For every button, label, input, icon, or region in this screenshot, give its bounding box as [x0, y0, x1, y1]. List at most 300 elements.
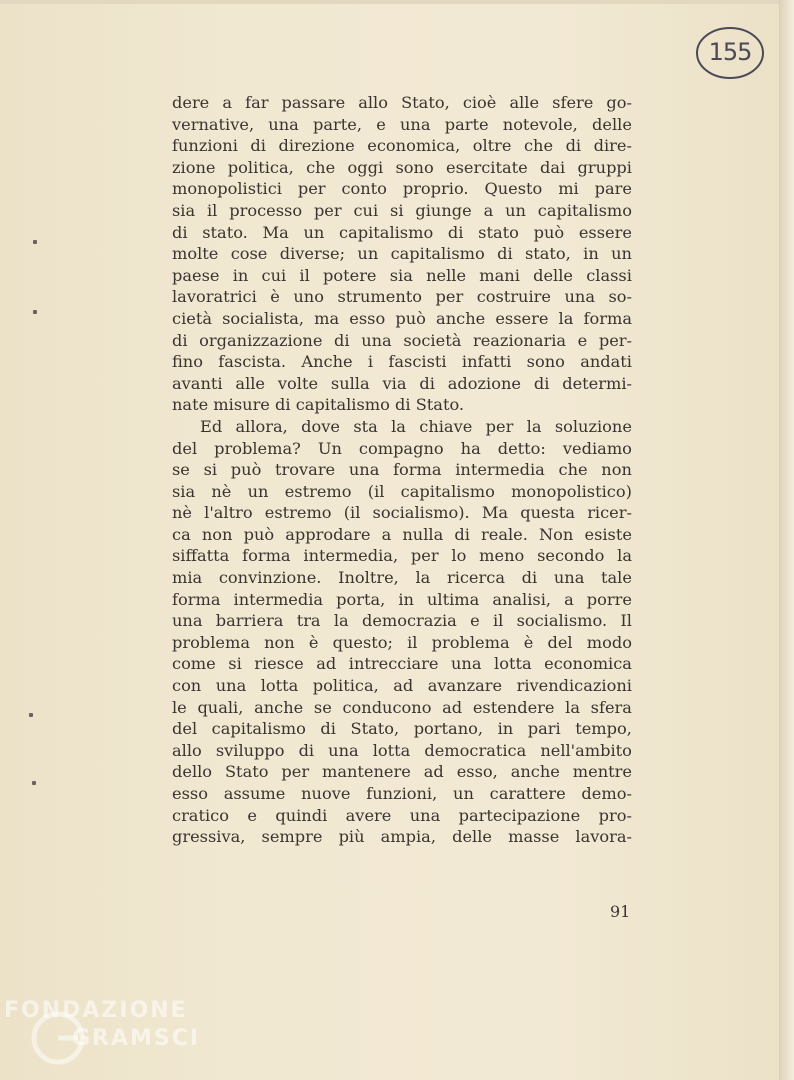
- word: cui: [353, 200, 379, 220]
- word: ad: [393, 676, 414, 696]
- word: se: [313, 697, 332, 717]
- word: intermedia: [455, 460, 545, 480]
- word: può: [395, 308, 426, 328]
- word: ampia,: [380, 827, 436, 847]
- word: volte: [277, 373, 319, 393]
- word: di: [521, 568, 538, 588]
- word: non: [264, 632, 295, 652]
- word: le: [172, 697, 187, 717]
- word: lavora-: [575, 827, 632, 847]
- word: un: [303, 222, 325, 242]
- word: forma: [393, 460, 442, 480]
- word: anche: [510, 762, 560, 782]
- text-line: [172, 653, 632, 675]
- word: Stato: [224, 762, 269, 782]
- word: di: [172, 330, 188, 350]
- word: sono: [526, 352, 565, 372]
- text-line: [172, 330, 632, 352]
- word: fino: [172, 352, 203, 372]
- word: a: [222, 93, 232, 112]
- text-line: [172, 805, 632, 827]
- word: far: [245, 93, 269, 112]
- word: Un: [317, 438, 342, 458]
- word: sulla: [330, 373, 370, 393]
- word: funzioni: [172, 136, 238, 156]
- word: (il: [367, 481, 385, 501]
- word: una: [553, 568, 585, 588]
- word: di: [320, 719, 336, 739]
- word: che: [558, 460, 588, 480]
- text-line: [172, 826, 632, 848]
- word: una: [215, 676, 247, 696]
- word: forma: [583, 308, 632, 328]
- word: è: [523, 632, 534, 652]
- word: in: [232, 265, 249, 285]
- word: conducono: [342, 697, 432, 717]
- text-line: [172, 502, 632, 524]
- watermark-line-2: GRAMSCI: [72, 1026, 201, 1051]
- word: esso,: [456, 762, 498, 782]
- word: può: [243, 524, 275, 544]
- word: lavoratrici: [172, 287, 257, 307]
- word: allo: [172, 740, 202, 760]
- word: può: [230, 460, 262, 480]
- word: una: [409, 805, 441, 825]
- word: partecipazione: [458, 805, 581, 825]
- word: ricer-: [587, 503, 632, 523]
- word: si: [228, 654, 242, 674]
- stamp-text: 155: [708, 38, 752, 66]
- word: di: [454, 524, 470, 544]
- word: siffatta: [172, 546, 230, 566]
- word: che: [306, 157, 336, 177]
- text-line: [172, 481, 632, 503]
- word: a: [483, 200, 494, 220]
- word: ca: [172, 524, 191, 544]
- word: sia: [389, 265, 413, 285]
- word: trovare: [275, 460, 336, 480]
- word: se: [172, 460, 190, 480]
- word: notevole,: [502, 114, 578, 134]
- word: molte: [172, 244, 219, 264]
- word: carattere: [489, 784, 566, 803]
- word: sempre: [261, 827, 323, 847]
- word: meno: [479, 546, 525, 566]
- word: detto:: [497, 438, 546, 458]
- text-line: [172, 718, 632, 740]
- word: porre: [586, 589, 632, 609]
- word: una: [348, 460, 380, 480]
- text-line: [172, 589, 632, 611]
- word: una: [400, 114, 431, 134]
- word: che: [523, 136, 554, 156]
- word: cioè: [462, 93, 497, 112]
- word: forma: [172, 589, 221, 609]
- text-line: [172, 761, 632, 783]
- word: mia: [172, 568, 203, 588]
- word: in: [398, 589, 414, 609]
- word: la: [333, 611, 349, 631]
- text-line: [172, 92, 632, 114]
- word: compagno: [358, 438, 444, 458]
- word: di: [172, 222, 188, 242]
- word: gressiva,: [172, 827, 246, 847]
- word: Stato,: [350, 719, 400, 739]
- word: estendere: [472, 697, 555, 717]
- word: convinzione.: [218, 568, 322, 588]
- word: di: [533, 373, 550, 393]
- word: infatti: [461, 352, 512, 372]
- word: l'altro: [204, 503, 253, 523]
- word: può: [533, 222, 565, 242]
- word: determi-: [562, 373, 632, 393]
- word: capitalismo: [400, 481, 495, 501]
- word: diverse;: [279, 244, 346, 264]
- text-line: nate misure di capitalismo di Stato.: [172, 395, 465, 415]
- word: la: [558, 308, 574, 328]
- word: soluzione: [554, 416, 632, 436]
- word: con: [172, 676, 202, 696]
- word: portano,: [413, 719, 484, 739]
- word: società: [403, 330, 462, 350]
- word: il: [407, 632, 418, 652]
- word: alle: [235, 373, 266, 393]
- word: la: [617, 546, 632, 566]
- word: intrecciare: [348, 654, 439, 674]
- word: ad: [423, 762, 444, 782]
- word: la: [565, 697, 580, 717]
- word: capitalismo: [339, 222, 434, 242]
- word: i: [367, 352, 374, 372]
- word: mi: [558, 179, 579, 199]
- word: democrazia: [361, 611, 457, 631]
- word: giunge: [415, 200, 472, 220]
- word: dire-: [593, 136, 632, 156]
- word: reale.: [481, 524, 528, 544]
- word: barriera: [215, 611, 284, 631]
- word: Non: [539, 524, 574, 544]
- word: adozione: [447, 373, 521, 393]
- word: per: [313, 200, 342, 220]
- word: Anche: [301, 352, 353, 372]
- word: dello: [172, 762, 213, 782]
- word: sia: [172, 481, 196, 501]
- text-line: [172, 373, 632, 395]
- word: questo;: [332, 632, 393, 652]
- word: cietà: [172, 308, 212, 328]
- word: una: [564, 287, 595, 307]
- word: conto: [341, 179, 387, 199]
- word: anche: [254, 697, 304, 717]
- word: politica,: [227, 157, 294, 177]
- word: di: [250, 136, 266, 156]
- word: questa: [520, 503, 576, 523]
- word: problema: [431, 632, 510, 652]
- word: funzioni,: [366, 784, 438, 803]
- word: pro-: [598, 805, 632, 825]
- word: economica: [544, 654, 632, 674]
- text-line: [172, 286, 632, 308]
- word: sta: [353, 416, 378, 436]
- word: politica,: [312, 676, 379, 696]
- word: direzione: [278, 136, 355, 156]
- word: esiste: [584, 524, 632, 544]
- text-line: [172, 632, 632, 654]
- word: chiave: [419, 416, 473, 436]
- word: nuove: [301, 784, 351, 803]
- word: lotta: [494, 654, 532, 674]
- word: ha: [460, 438, 481, 458]
- word: è: [270, 287, 280, 307]
- word: delle: [592, 114, 632, 134]
- word: oggi: [347, 157, 384, 177]
- word: pari: [527, 719, 561, 739]
- word: per: [297, 179, 326, 199]
- word: la: [526, 416, 542, 436]
- word: del: [547, 632, 573, 652]
- word: sfera: [590, 697, 632, 717]
- word: sviluppo: [215, 740, 285, 760]
- word: lotta: [260, 676, 299, 696]
- word: allo: [358, 93, 388, 112]
- word: oltre: [472, 136, 512, 156]
- word: nell'ambito: [540, 740, 632, 760]
- word: capitalismo: [211, 719, 306, 739]
- word: non: [601, 460, 632, 480]
- word: a: [564, 589, 574, 609]
- word: la: [391, 416, 406, 436]
- text-line: [172, 567, 632, 589]
- word: e: [247, 805, 257, 825]
- word: anche: [436, 308, 486, 328]
- word: uno: [293, 287, 324, 307]
- text-line: [172, 740, 632, 762]
- word: mani: [479, 265, 520, 285]
- word: demo-: [581, 784, 632, 803]
- word: di: [419, 373, 435, 393]
- word: delle: [533, 265, 573, 285]
- page-right-edge: [779, 0, 794, 1080]
- word: masse: [508, 827, 560, 847]
- word: forma: [242, 546, 291, 566]
- word: nè: [172, 503, 193, 523]
- word: cose: [230, 244, 268, 264]
- word: esso: [172, 784, 208, 803]
- word: una: [328, 740, 359, 760]
- text-line: [172, 265, 632, 287]
- word: economica,: [367, 136, 461, 156]
- text-line: [172, 243, 632, 265]
- word: un: [357, 244, 379, 264]
- word: il: [299, 265, 310, 285]
- word: paese: [172, 265, 220, 285]
- word: essere: [495, 308, 549, 328]
- word: approdare: [285, 524, 371, 544]
- word: so-: [608, 287, 632, 307]
- word: mantenere: [322, 762, 411, 782]
- word: analisi,: [492, 589, 552, 609]
- text-line: [172, 524, 632, 546]
- word: secondo: [537, 546, 605, 566]
- word: alle: [509, 93, 540, 112]
- word: si: [203, 460, 218, 480]
- word: il: [492, 611, 504, 631]
- word: fascisti: [388, 352, 447, 372]
- word: Il: [620, 611, 632, 631]
- word: dove: [301, 416, 340, 436]
- word: in: [497, 719, 514, 739]
- word: per: [281, 762, 310, 782]
- word: zione: [172, 157, 216, 177]
- word: tra: [296, 611, 321, 631]
- word: stato.: [202, 222, 248, 242]
- word: a: [381, 524, 392, 544]
- word: per: [410, 546, 439, 566]
- word: in: [583, 244, 599, 264]
- word: avere: [345, 805, 392, 825]
- body-text: [172, 92, 632, 848]
- word: quindi: [275, 805, 328, 825]
- word: potere: [323, 265, 377, 285]
- text-line: [172, 783, 632, 805]
- word: socialista,: [222, 308, 305, 328]
- word: quali,: [197, 697, 244, 717]
- text-line: [172, 459, 632, 481]
- word: estremo: [284, 481, 352, 501]
- word: una: [450, 654, 482, 674]
- word: si: [390, 200, 404, 220]
- word: intermedia: [233, 589, 324, 609]
- word: Stato,: [401, 93, 450, 112]
- word: tale: [601, 568, 632, 588]
- word: una: [268, 114, 299, 134]
- word: di: [447, 222, 464, 242]
- text-line: [172, 416, 632, 438]
- page-number: 91: [610, 902, 631, 921]
- word: avanti: [172, 373, 223, 393]
- text-line: [172, 610, 632, 632]
- word: del: [172, 438, 198, 458]
- word: un: [247, 481, 269, 501]
- word: pare: [594, 179, 632, 199]
- word: allora,: [235, 416, 288, 436]
- word: delle: [452, 827, 492, 847]
- watermark-line-1: FONDAZIONE: [4, 998, 188, 1023]
- word: e: [470, 611, 480, 631]
- word: cratico: [172, 805, 229, 825]
- word: parte,: [313, 114, 362, 134]
- word: di: [298, 740, 315, 760]
- word: la: [415, 568, 431, 588]
- word: capitalismo: [390, 244, 485, 264]
- word: andati: [580, 352, 632, 372]
- word: intermedia,: [303, 546, 399, 566]
- word: è: [308, 632, 319, 652]
- text-line: [172, 157, 632, 179]
- text-line: [172, 438, 632, 460]
- word: vernative,: [172, 114, 255, 134]
- word: reazionaria: [472, 330, 567, 350]
- text-line: [172, 545, 632, 567]
- word: Questo: [484, 179, 543, 199]
- word: nulla: [402, 524, 444, 544]
- word: nè: [211, 481, 232, 501]
- word: non: [201, 524, 233, 544]
- word: ma: [314, 308, 340, 328]
- word: proprio.: [402, 179, 469, 199]
- text-line: [172, 351, 632, 373]
- word: rivendicazioni: [516, 676, 632, 696]
- word: sfere: [552, 93, 594, 112]
- word: e: [376, 114, 386, 134]
- word: sono: [395, 157, 434, 177]
- word: democratica: [424, 740, 527, 760]
- text-line: [172, 178, 632, 200]
- word: un: [505, 200, 526, 220]
- word: assume: [223, 784, 286, 803]
- text-line: [172, 308, 632, 330]
- page-top-edge: [0, 0, 794, 4]
- word: nelle: [426, 265, 467, 285]
- word: stato: [478, 222, 519, 242]
- word: tempo,: [575, 719, 632, 739]
- word: dere: [172, 93, 210, 112]
- word: lo: [451, 546, 467, 566]
- word: fascista.: [218, 352, 287, 372]
- word: capitalismo: [537, 200, 632, 220]
- word: estremo: [264, 503, 332, 523]
- word: Ma: [262, 222, 289, 242]
- word: del: [172, 719, 198, 739]
- text-line: [172, 675, 632, 697]
- word: di: [334, 330, 350, 350]
- word: un: [453, 784, 474, 803]
- word: di: [565, 136, 582, 156]
- word: classi: [586, 265, 632, 285]
- text-line: [172, 222, 632, 244]
- word: parte: [444, 114, 489, 134]
- word: porta,: [336, 589, 386, 609]
- word: una: [361, 330, 392, 350]
- archive-watermark: [0, 990, 201, 1070]
- word: go-: [606, 93, 632, 112]
- word: lotta: [372, 740, 411, 760]
- word: socialismo.: [516, 611, 608, 631]
- word: ad: [442, 697, 463, 717]
- word: dai: [540, 157, 566, 177]
- word: ad: [316, 654, 337, 674]
- word: per-: [598, 330, 632, 350]
- word: socialismo).: [372, 503, 470, 523]
- text-line: [172, 200, 632, 222]
- word: organizzazione: [199, 330, 323, 350]
- word: (il: [343, 503, 361, 523]
- word: gruppi: [577, 157, 632, 177]
- word: Inoltre,: [338, 568, 399, 588]
- text-line: [172, 697, 632, 719]
- word: avanzare: [427, 676, 503, 696]
- word: mentre: [572, 762, 632, 782]
- text-line: [172, 135, 632, 157]
- word: costruire: [476, 287, 551, 307]
- handwritten-page-stamp: [694, 22, 766, 82]
- word: più: [338, 827, 365, 847]
- word: per: [485, 416, 514, 436]
- word: ultima: [426, 589, 480, 609]
- word: riesce: [254, 654, 304, 674]
- word: una: [172, 611, 203, 631]
- word: monopolistici: [172, 179, 282, 199]
